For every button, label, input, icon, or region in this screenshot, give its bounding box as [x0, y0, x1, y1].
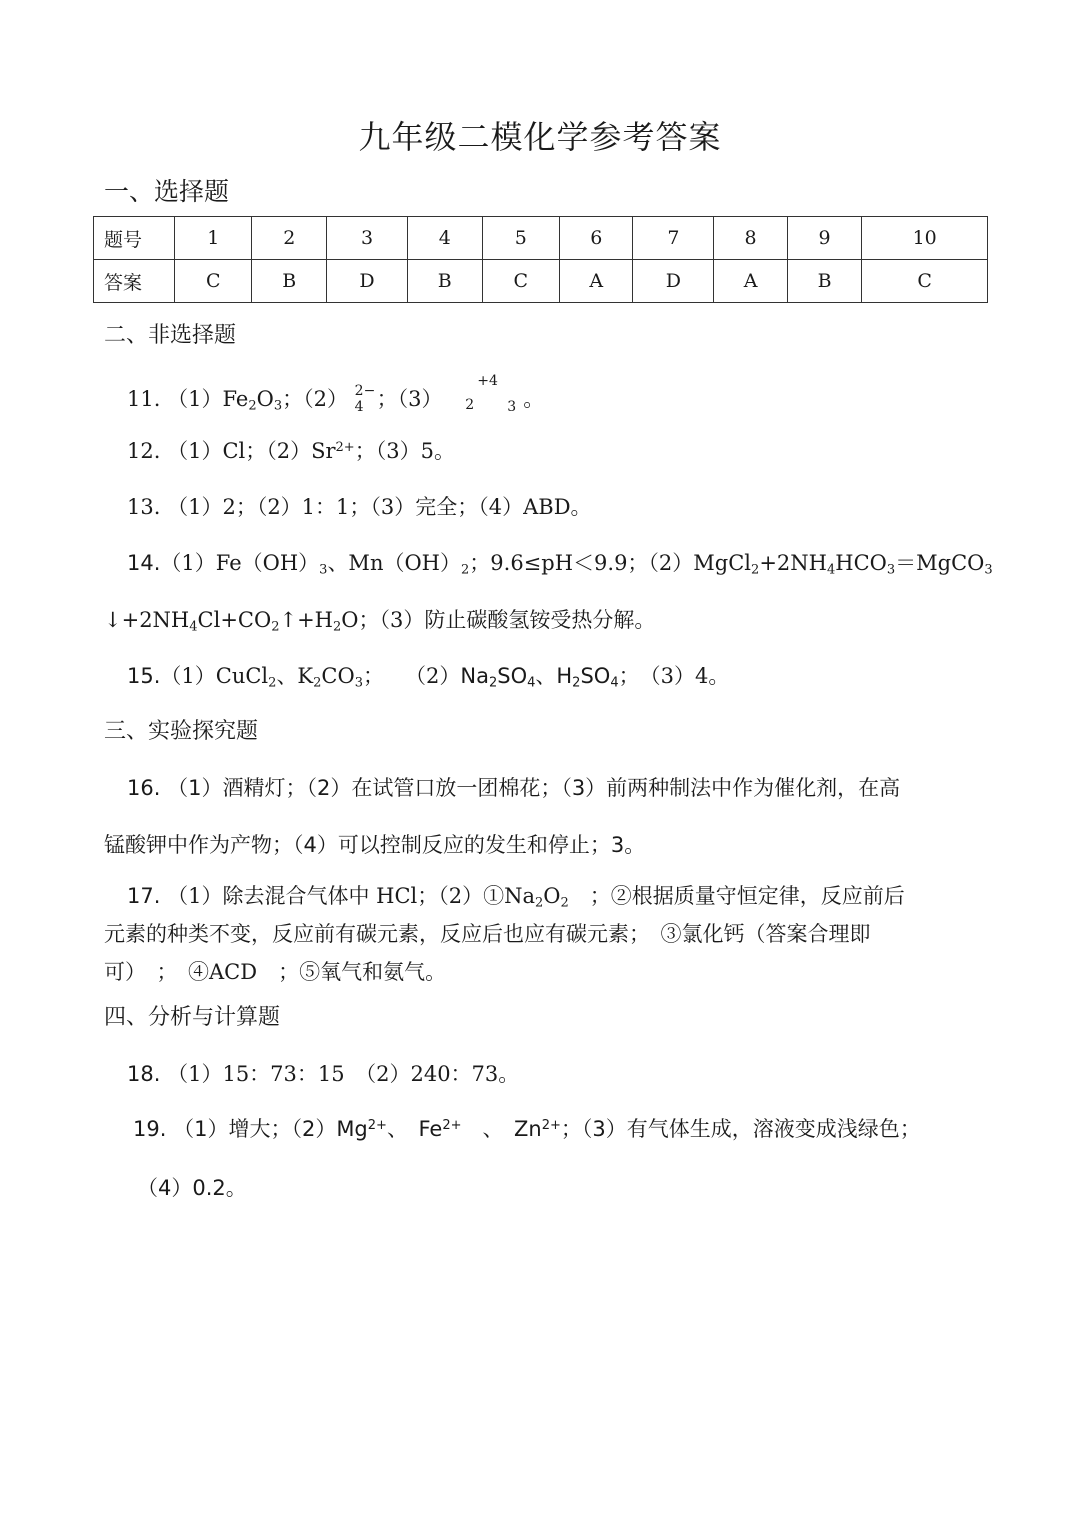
answer-text: （1）CuCl [160, 664, 269, 688]
subscript: 2 [534, 895, 544, 911]
section-heading-experiment: 三、实验探究题 [104, 719, 259, 744]
superscript: 2+ [335, 439, 355, 455]
page-title: 九年级二模化学参考答案 [358, 118, 722, 156]
table-cell: 1 [175, 217, 252, 260]
answer-line-16 [127, 772, 900, 802]
answer-line-18 [127, 1058, 519, 1088]
answer-text: ； （2） [363, 664, 461, 688]
answer-text: （1）酒精灯；（2）在试管口放一团棉花；（3）前两种制法中作为催化剂，在高 [167, 776, 901, 800]
table-cell: A [714, 260, 787, 303]
answer-text: +2NH [759, 551, 827, 575]
subscript: 4 [610, 675, 619, 691]
subscript: 4 [354, 398, 364, 415]
answer-text: ；②根据质量守恒定律，反应前后 [568, 884, 905, 908]
answer-text: （1）除去混合气体中 HCl；（2）①Na [167, 884, 535, 908]
ion-formula [354, 382, 377, 415]
subscript: 2 [313, 675, 322, 691]
subscript: 4 [527, 675, 536, 691]
subscript: 3 [507, 398, 517, 415]
answer-text: ＝MgCO [895, 551, 985, 575]
table-row [94, 217, 988, 260]
answer-text: ；（3） [376, 387, 443, 411]
answer-text: 。 [523, 387, 545, 411]
answer-text: 、K [276, 664, 314, 688]
section-heading-nonchoice: 二、非选择题 [104, 323, 237, 348]
answer-line-19 [133, 1113, 921, 1143]
answer-text: ；（3）有气体生成，溶液变成浅绿色； [560, 1117, 921, 1141]
answer-text: ；（3）5。 [354, 439, 455, 463]
subscript: 2 [248, 398, 257, 414]
subscript: 3 [319, 562, 328, 578]
answer-text: （1）Fe（OH） [160, 551, 320, 575]
superscript: 2+ [442, 1117, 462, 1133]
table-cell: 5 [482, 217, 559, 260]
valence-label: +4 [477, 372, 498, 389]
answer-text: O；（3）防止碳酸氢铵受热分解。 [341, 608, 656, 632]
answer-line-17-cont2: 可） ； ④ACD ；⑤氧气和氨气。 [104, 960, 447, 984]
answer-text: （1）Fe [167, 387, 249, 411]
subscript: 4 [826, 562, 836, 578]
subscript: 2 [271, 619, 280, 635]
subscript: 3 [354, 675, 363, 691]
table-cell: 8 [714, 217, 787, 260]
subscript: 2 [333, 619, 342, 635]
answer-line-17-cont: 元素的种类不变，反应前有碳元素，反应后也应有碳元素； ③氯化钙（答案合理即 [104, 922, 871, 946]
question-number: 19. [133, 1117, 167, 1141]
question-number: 17. [127, 884, 161, 908]
subscript: 2 [488, 675, 498, 691]
table-cell: B [787, 260, 862, 303]
subscript: 3 [886, 562, 896, 578]
section-heading-calc: 四、分析与计算题 [104, 1005, 281, 1030]
answer-text: ↓+2NH [104, 608, 190, 632]
table-cell: D [327, 260, 408, 303]
table-cell: B [407, 260, 482, 303]
answer-text: 、 Fe [386, 1117, 443, 1141]
answer-text: CO [321, 664, 355, 688]
table-row-label: 答案 [94, 260, 175, 303]
subscript: 4 [189, 619, 198, 635]
table-cell: 2 [252, 217, 327, 260]
answer-text: 、H [535, 664, 573, 688]
section-heading-choice: 一、选择题 [104, 177, 230, 206]
charge-label: 2− [354, 382, 376, 399]
answer-line-15 [127, 660, 729, 690]
valence-formula [463, 372, 523, 415]
subscript: 3 [273, 398, 283, 414]
table-cell: D [633, 260, 714, 303]
answer-text: ；9.6≤pH＜9.9；（2）MgCl [469, 551, 752, 575]
answer-text: ；（2） [282, 387, 348, 411]
superscript: 2+ [541, 1117, 561, 1133]
answer-text: HCO [835, 551, 887, 575]
answer-line-11 [127, 372, 545, 415]
subscript: 2 [751, 562, 760, 578]
answer-text: SO [497, 664, 528, 688]
answer-table [93, 216, 988, 303]
question-number: 11. [127, 387, 161, 411]
subscript: 3 [984, 562, 993, 578]
answer-text: 锰酸钾中作为产物；（4）可以控制反应的发生和停止；3。 [104, 833, 646, 857]
answer-line-17 [127, 880, 905, 910]
table-cell: C [482, 260, 559, 303]
subscript: 2 [560, 895, 569, 911]
answer-text: Cl+CO [197, 608, 272, 632]
table-cell: A [560, 260, 633, 303]
table-cell: 4 [407, 217, 482, 260]
answer-text: SO [580, 664, 611, 688]
answer-text: ↑+H [279, 608, 333, 632]
answer-text: （1）Cl；（2）Sr [167, 439, 336, 463]
table-cell: 10 [862, 217, 988, 260]
table-cell: C [862, 260, 988, 303]
table-cell: 7 [633, 217, 714, 260]
superscript: 2+ [367, 1117, 387, 1133]
table-cell: 9 [787, 217, 862, 260]
question-number: 18. [127, 1062, 161, 1086]
answer-text: 、Mn（OH） [327, 551, 461, 575]
table-cell: 6 [560, 217, 633, 260]
answer-line-14-cont [104, 604, 655, 634]
answer-line-16-cont [104, 829, 645, 859]
answer-text: （1）2；（2）1：1；（3）完全；（4）ABD。 [167, 495, 592, 519]
answer-line-19-cont: （4）0.2。 [137, 1176, 247, 1200]
table-row [94, 260, 988, 303]
question-number: 12. [127, 439, 161, 463]
table-cell: 3 [327, 217, 408, 260]
table-row-label: 题号 [94, 217, 175, 260]
subscript: 2 [572, 675, 581, 691]
question-number: 15. [127, 664, 161, 688]
answer-text: ； （3）4。 [618, 664, 730, 688]
answer-line-12 [127, 435, 455, 465]
answer-line-13 [127, 491, 592, 521]
answer-line-14 [127, 547, 993, 577]
table-cell: C [175, 260, 252, 303]
question-number: 16. [127, 776, 161, 800]
subscript: 2 [268, 675, 277, 691]
subscript: 2 [461, 562, 470, 578]
question-number: 14. [127, 551, 161, 575]
answer-text: O [543, 884, 561, 908]
question-number: 13. [127, 495, 161, 519]
table-cell: B [252, 260, 327, 303]
answer-text: （1）增大；（2）Mg [173, 1117, 368, 1141]
answer-text: （1）15：73：15 （2）240：73。 [167, 1062, 520, 1086]
answer-text: Na [460, 664, 489, 688]
answer-text: O [256, 387, 274, 411]
subscript: 2 [465, 396, 475, 413]
answer-text: 、 Zn [461, 1117, 542, 1141]
